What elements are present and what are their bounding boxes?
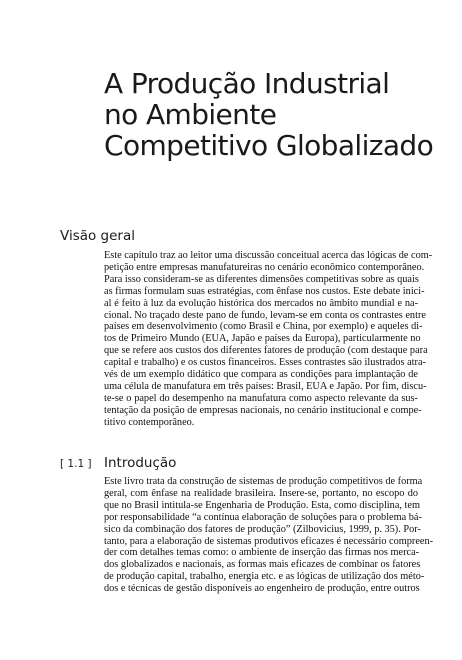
text-line: al é feito à luz da evolução histórica dos mercados no âmbito mundial e na- (104, 297, 418, 309)
text-line: Este capítulo traz ao leitor uma discussão conceitual acerca das lógicas de com- (104, 250, 433, 261)
introduction-heading: Introdução (104, 455, 177, 471)
text-line: tanto, para a elaboração de sistemas produtivos eficazes é necessário compreen- (104, 535, 434, 547)
chapter-title-line: A Produção Industrial (104, 67, 390, 100)
text-line: titivo contemporâneo. (104, 416, 195, 428)
text-line: as firmas formulam suas estratégias, com ênfase nos custos. Este debate inici- (104, 285, 425, 297)
section-number: [ 1.1 ] (60, 458, 92, 470)
overview-heading: Visão geral (60, 228, 135, 244)
chapter-title-line: no Ambiente (104, 98, 277, 131)
text-line: petição entre empresas manufatureiras no cenário econômico contemporâneo. (104, 261, 425, 273)
text-line: que no Brasil intitula-se Engenharia de Produção. Esta, como disciplina, tem (104, 499, 420, 511)
chapter-title-line: Competitivo Globalizado (104, 129, 434, 162)
text-line: por responsabilidade “a contínua elaboração de soluções para o problema bá- (104, 511, 422, 523)
introduction-paragraph (104, 476, 434, 595)
text-line: Este livro trata da construção de sistemas de produção competitivos de forma (104, 476, 423, 487)
text-line: te-se o papel do desempenho na manufatura como aspecto relevante da sus- (104, 392, 418, 404)
text-line: sico da combinação dos fatores de produção” (Zilbovicius, 1999, p. 35). Por- (104, 523, 421, 535)
text-line: tos de Primeiro Mundo (EUA, Japão e países da Europa), particularmente no (104, 333, 421, 345)
text-line: dos e técnicas de gestão disponíveis ao engenheiro de produção, entre outros (104, 583, 420, 595)
text-line: países em desenvolvimento (como Brasil e China, por exemplo) e aqueles di- (104, 321, 423, 333)
text-line: Para isso consideram-se as diferentes dimensões competitivas sobre as quais (104, 273, 419, 285)
text-line: cional. No traçado deste pano de fundo, levam-se em conta os contrastes entre (104, 309, 426, 321)
text-line: dos globalizados e nacionais, as formas mais eficazes de combinar os fatores (104, 559, 421, 571)
overview-paragraph (104, 250, 433, 429)
text-line: de produção capital, trabalho, energia etc. e as lógicas de utilização dos méto- (104, 571, 425, 583)
text-line: que se refere aos custos dos diferentes fatores de produção (com destaque para (104, 345, 428, 357)
text-line: geral, com ênfase na realidade brasileira. Insere-se, portanto, no escopo do (104, 487, 418, 499)
chapter-title (104, 68, 444, 161)
text-line: der com detalhes temas como: o ambiente de inserção das firmas nos merca- (104, 547, 420, 559)
text-line: uma célula de manufatura em três países: Brasil, EUA e Japão. Por fim, discu- (104, 380, 427, 392)
text-line: vés de um exemplo didático que compara as condições para implantação de (104, 369, 418, 381)
text-line: tentação da posição de empresas nacionais, no cenário institucional e compe- (104, 404, 422, 416)
text-line: capital e trabalho) e os custos financeiros. Esses contrastes são ilustrados atra- (104, 357, 426, 369)
